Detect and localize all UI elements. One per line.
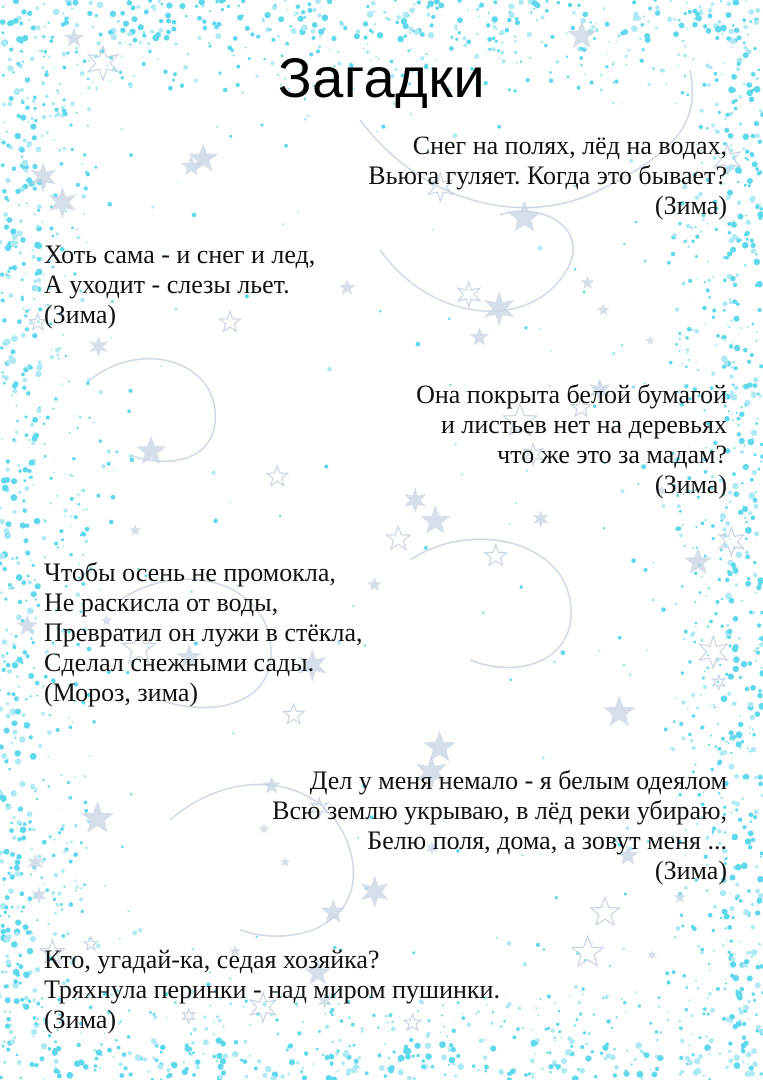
riddle-line: Превратил он лужи в стёкла, — [44, 618, 363, 647]
riddle-line: что же это за мадам? — [497, 440, 727, 469]
riddle-line: А уходит - слезы льет. — [44, 270, 290, 299]
page-title: Загадки — [277, 46, 486, 109]
riddle-answer: (Зима) — [654, 191, 727, 220]
riddle-line: Сделал снежными сады. — [44, 648, 315, 677]
riddle-line: Кто, угадай-ка, седая хозяйка? — [44, 945, 380, 974]
riddle-line: Белю поля, дома, а зовут меня ... — [367, 826, 727, 855]
riddle-line: Дел у меня немало - я белым одеялом — [309, 766, 727, 795]
riddle-line: Тряхнула перинки - над миром пушинки. — [44, 975, 500, 1004]
riddle-line: Хоть сама - и снег и лед, — [44, 240, 316, 269]
riddle-line: Не раскисла от воды, — [44, 588, 279, 617]
riddle-line: Чтобы осень не промокла, — [44, 558, 336, 587]
riddle-answer: (Зима) — [44, 300, 117, 329]
riddle-line: Вьюга гуляет. Когда это бывает? — [368, 161, 727, 190]
riddle-line: и листьев нет на деревьях — [440, 410, 727, 439]
riddle-6 — [44, 945, 500, 1035]
riddle-line: Она покрыта белой бумагой — [416, 380, 727, 409]
riddle-2 — [44, 240, 315, 330]
riddle-5 — [272, 766, 727, 886]
riddle-answer: (Зима) — [654, 470, 727, 499]
riddle-4 — [44, 558, 363, 708]
riddle-answer: (Зима) — [654, 856, 727, 885]
riddle-line: Снег на полях, лёд на водах, — [412, 131, 727, 160]
riddle-line: Всю землю укрываю, в лёд реки убираю, — [272, 796, 727, 825]
riddle-answer: (Мороз, зима) — [44, 678, 199, 707]
riddle-1 — [368, 131, 727, 221]
riddle-3 — [416, 380, 727, 500]
riddle-answer: (Зима) — [44, 1005, 117, 1034]
